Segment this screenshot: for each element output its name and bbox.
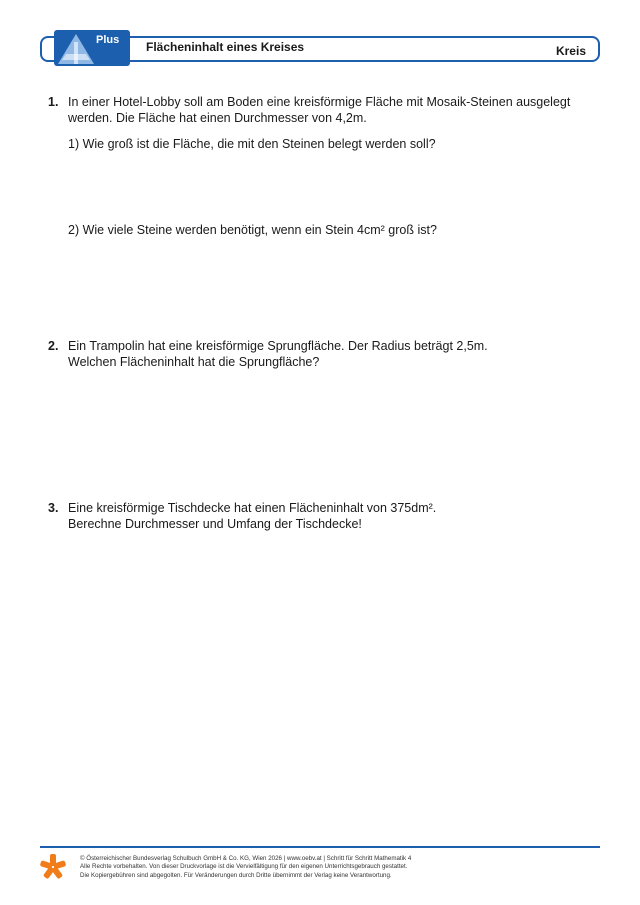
subtask-2: 2) Wie viele Steine werden benötigt, wenn ein Stein 4cm² groß ist? bbox=[68, 223, 437, 237]
topic-label: Kreis bbox=[555, 44, 586, 58]
task-text-line: werden. Die Fläche hat einen Durchmesser von 4,2m. bbox=[68, 111, 367, 125]
task-text-line: In einer Hotel-Lobby soll am Boden eine kreisförmige Fläche mit Mosaik-Steinen ausgelegt bbox=[68, 95, 571, 109]
page-title: Flächeninhalt eines Kreises bbox=[146, 40, 305, 54]
task-text-line: Welchen Flächeninhalt hat die Sprungfläche? bbox=[68, 355, 320, 369]
footer-line: Die Kopiergebühren sind abgegolten. Für Veränderungen durch Dritte übernimmt der Verlag keine Verantwortung. bbox=[80, 871, 392, 879]
task-text-line: Berechne Durchmesser und Umfang der Tischdecke! bbox=[68, 517, 362, 531]
publisher-asterisk-icon bbox=[40, 852, 66, 880]
task-text-line: Ein Trampolin hat eine kreisförmige Sprungfläche. Der Radius beträgt 2,5m. bbox=[68, 339, 488, 353]
footer-line: © Österreichischer Bundesverlag Schulbuch GmbH & Co. KG, Wien 2026 | www.oebv.at | Schritt für Schritt Mathematik 4 bbox=[80, 855, 412, 862]
footer-divider bbox=[40, 846, 600, 848]
task-text-line: Eine kreisförmige Tischdecke hat einen Flächeninhalt von 375dm². bbox=[68, 501, 437, 515]
logo-label: Plus bbox=[96, 34, 120, 46]
footer-line: Alle Rechte vorbehalten. Von dieser Druckvorlage ist die Vervielfältigung für den eigenen Unterrichtsgebrauch gestattet. bbox=[80, 863, 408, 871]
footer-copyright bbox=[80, 855, 500, 880]
subtask-1: 1) Wie groß ist die Fläche, die mit den Steinen belegt werden soll? bbox=[68, 137, 436, 151]
task-number: 2. bbox=[48, 339, 59, 353]
task-number: 3. bbox=[48, 501, 59, 515]
plus-logo bbox=[54, 30, 130, 66]
task-number: 1. bbox=[48, 95, 59, 109]
